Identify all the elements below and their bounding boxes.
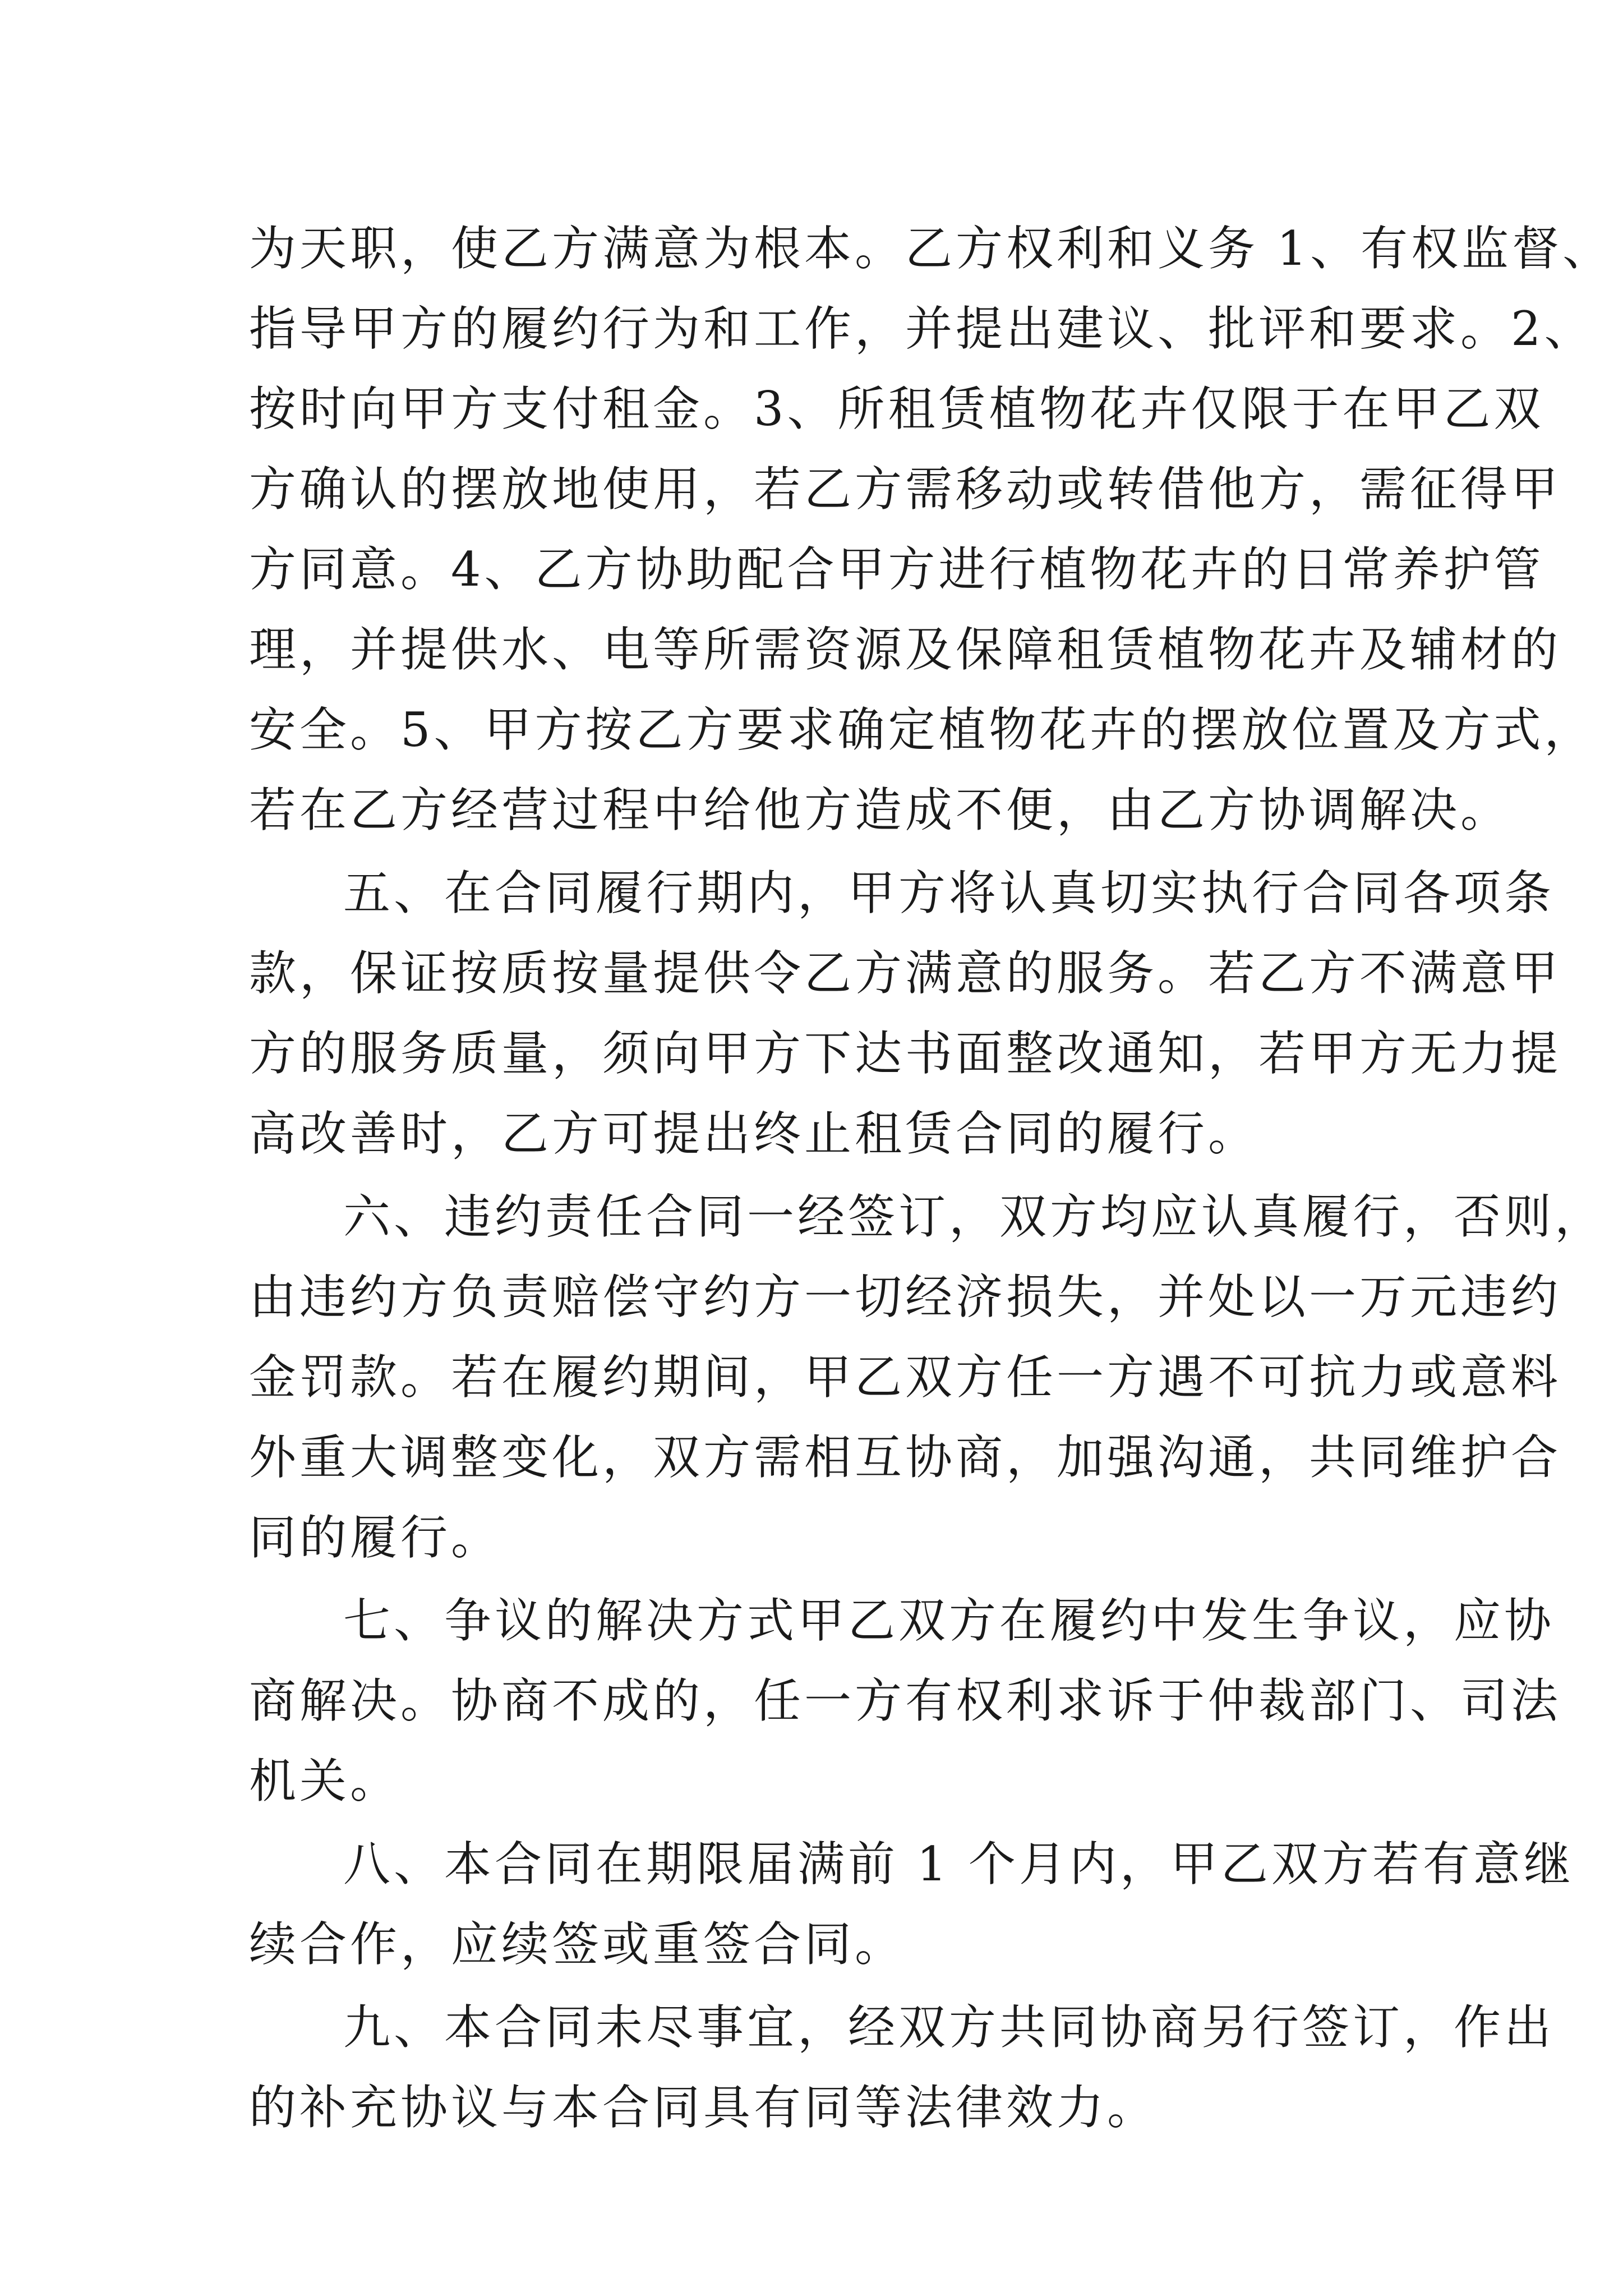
text-line: 理，并提供水、电等所需资源及保障租赁植物花卉及辅材的 bbox=[249, 622, 1562, 677]
text-line: 若在乙方经营过程中给他方造成不便，由乙方协调解决。 bbox=[249, 783, 1511, 838]
text-line: 方确认的摆放地使用，若乙方需移动或转借他方，需征得甲 bbox=[249, 462, 1562, 517]
text-line: 方同意。4、乙方协助配合甲方进行植物花卉的日常养护管 bbox=[249, 542, 1544, 597]
text-line: 七、争议的解决方式甲乙双方在履约中发生争议，应协 bbox=[343, 1593, 1555, 1648]
text-line: 安全。5、甲方按乙方要求确定植物花卉的摆放位置及方式， bbox=[249, 702, 1595, 757]
para-rights-obligations bbox=[249, 209, 1613, 850]
para-5 bbox=[249, 853, 1562, 1174]
text-line: 为天职，使乙方满意为根本。乙方权利和义务 1、有权监督、 bbox=[249, 221, 1613, 276]
para-7 bbox=[249, 1581, 1562, 1821]
text-line: 同的履行。 bbox=[249, 1510, 502, 1565]
text-line: 款，保证按质按量提供令乙方满意的服务。若乙方不满意甲 bbox=[249, 946, 1562, 1001]
document-body bbox=[249, 209, 1613, 2151]
text-line: 高改善时，乙方可提出终止租赁合同的履行。 bbox=[249, 1106, 1259, 1161]
para-6 bbox=[249, 1177, 1606, 1578]
text-line: 机关。 bbox=[249, 1754, 401, 1809]
text-line: 方的服务质量，须向甲方下达书面整改通知，若甲方无力提 bbox=[249, 1026, 1562, 1081]
text-line: 五、在合同履行期内，甲方将认真切实执行合同各项条 bbox=[343, 866, 1555, 921]
para-9 bbox=[249, 1987, 1555, 2148]
text-line: 八、本合同在期限届满前 1 个月内，甲乙双方若有意继 bbox=[343, 1837, 1574, 1892]
text-line: 外重大调整变化，双方需相互协商，加强沟通，共同维护合 bbox=[249, 1430, 1562, 1485]
text-line: 按时向甲方支付租金。3、所租赁植物花卉仅限于在甲乙双 bbox=[249, 381, 1544, 436]
text-line: 的补充协议与本合同具有同等法律效力。 bbox=[249, 2080, 1158, 2135]
para-8 bbox=[249, 1824, 1574, 1985]
text-line: 指导甲方的履约行为和工作，并提出建议、批评和要求。2、 bbox=[249, 301, 1595, 356]
text-line: 商解决。协商不成的，任一方有权利求诉于仲裁部门、司法 bbox=[249, 1673, 1562, 1728]
text-line: 续合作，应续签或重签合同。 bbox=[249, 1917, 906, 1972]
text-line: 六、违约责任合同一经签订，双方均应认真履行，否则， bbox=[343, 1189, 1606, 1244]
text-line: 九、本合同未尽事宜，经双方共同协商另行签订，作出 bbox=[343, 2000, 1555, 2055]
text-line: 金罚款。若在履约期间，甲乙双方任一方遇不可抗力或意料 bbox=[249, 1350, 1562, 1405]
text-line: 由违约方负责赔偿守约方一切经济损失，并处以一万元违约 bbox=[249, 1269, 1562, 1324]
